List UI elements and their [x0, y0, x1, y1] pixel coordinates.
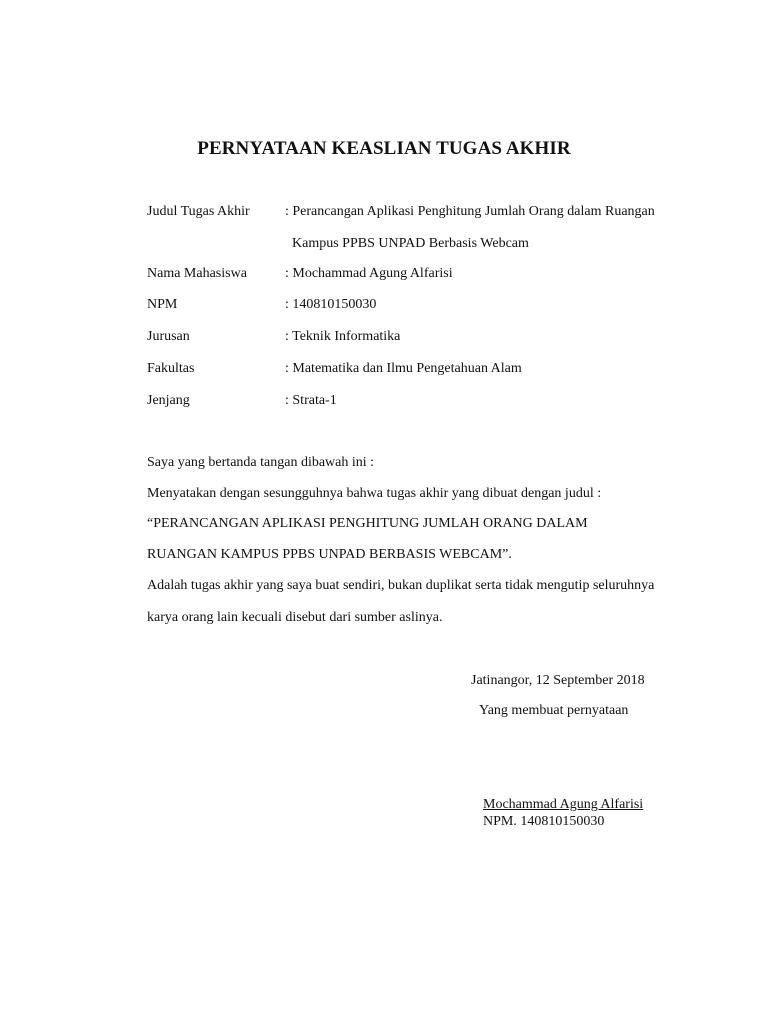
page-title: PERNYATAAN KEASLIAN TUGAS AKHIR — [197, 138, 571, 159]
statement-originality-line2: karya orang lain kecuali disebut dari sumber aslinya. — [147, 610, 443, 625]
field-label-judul: Judul Tugas Akhir — [147, 204, 250, 219]
statement-title-line2: RUANGAN KAMPUS PPBS UNPAD BERBASIS WEBCAM”. — [147, 547, 512, 562]
field-label-jenjang: Jenjang — [147, 393, 190, 408]
field-value-judul-line1: : Perancangan Aplikasi Penghitung Jumlah Orang dalam Ruangan — [285, 204, 655, 219]
signer-npm: NPM. 140810150030 — [483, 814, 605, 829]
field-value-jurusan: : Teknik Informatika — [285, 329, 401, 344]
field-value-npm: : 140810150030 — [285, 297, 377, 312]
field-label-npm: NPM — [147, 297, 178, 312]
place-date: Jatinangor, 12 September 2018 — [471, 673, 645, 688]
field-label-jurusan: Jurusan — [147, 329, 190, 344]
statement-intro: Saya yang bertanda tangan dibawah ini : — [147, 455, 375, 470]
field-value-judul-line2: Kampus PPBS UNPAD Berbasis Webcam — [292, 236, 529, 251]
field-label-fakultas: Fakultas — [147, 361, 195, 376]
signer-name: Mochammad Agung Alfarisi — [483, 797, 644, 812]
field-label-nama: Nama Mahasiswa — [147, 266, 247, 281]
statement-title-line1: “PERANCANGAN APLIKASI PENGHITUNG JUMLAH ORANG DALAM — [147, 516, 588, 531]
field-value-fakultas: : Matematika dan Ilmu Pengetahuan Alam — [285, 361, 522, 376]
signer-role: Yang membuat pernyataan — [479, 703, 629, 718]
field-value-nama: : Mochammad Agung Alfarisi — [285, 266, 453, 281]
field-value-jenjang: : Strata-1 — [285, 393, 337, 408]
statement-originality-line1: Adalah tugas akhir yang saya buat sendiri, bukan duplikat serta tidak mengutip seluruhnya — [147, 578, 655, 593]
statement-declaration: Menyatakan dengan sesungguhnya bahwa tugas akhir yang dibuat dengan judul : — [147, 486, 602, 501]
